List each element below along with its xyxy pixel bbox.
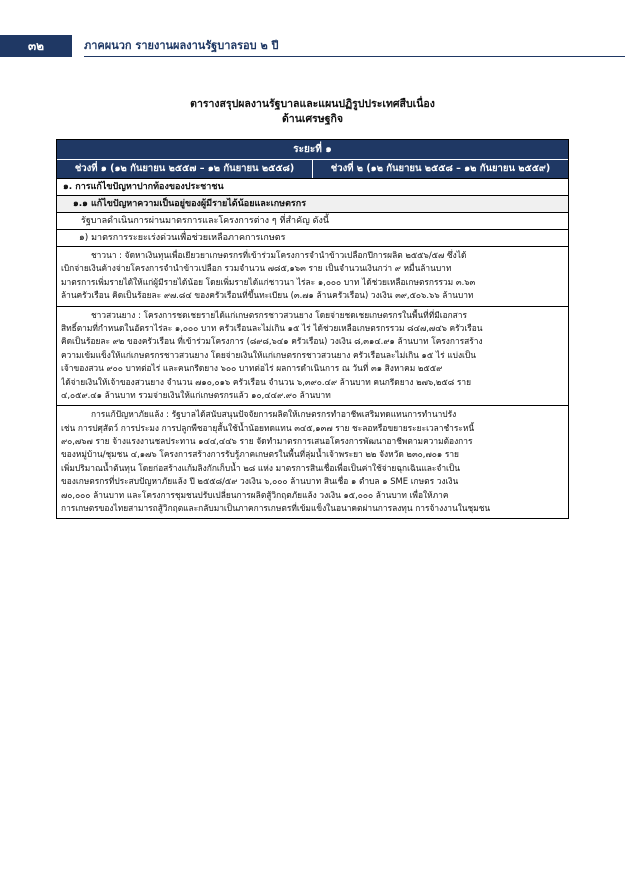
paragraph-line: ชาวนา : จัดหาเงินทุนเพื่อเยียวยาเกษตรกรที่เข้าร่วมโครงการจำนำข้าวเปลือกปีการผลิต ๒๕๕๖/๕๗ ซึ่งได้ bbox=[91, 250, 467, 260]
paragraph-line: เบิกจ่ายเงินค้างจ่ายโครงการจำนำข้าวเปลือก รวมจำนวน ๗๘๕,๑๖๓ ราย เป็นจำนวนเงินกว่า ๙ หมื่นล้านบาท bbox=[61, 263, 452, 274]
paragraph-line: ความเข้มแข็งให้แก่เกษตรกรชาวสวนยาง โดยจ่ายเงินให้แก่เกษตรกรชาวสวนยาง ครัวเรือนละไม่เกิน ๑๕ ไร่ แบ่งเป็น bbox=[61, 349, 476, 360]
paragraph-line: ๔,๐๕๙.๔๑ ล้านบาท รวมจ่ายเงินให้แก่เกษตรกรแล้ว ๑๐,๔๔๙.๙๐ ล้านบาท bbox=[61, 389, 331, 400]
page-header bbox=[0, 35, 625, 57]
period2-header: ช่วงที่ ๒ (๑๒ กันยายน ๒๕๕๘ – ๑๒ กันยายน ๒๕๕๙) bbox=[330, 163, 551, 174]
paragraph-rubber-farmers bbox=[57, 307, 568, 407]
paragraph-line: ได้จ่ายเงินให้เจ้าของสวนยาง จำนวน ๗๑๐,๐๑๖ ครัวเรือน จำนวน ๖,๓๙๐.๔๙ ล้านบาท คนกรีดยาง ๒๗๖,๒๕๘ ราย bbox=[61, 376, 471, 387]
document-title bbox=[0, 97, 625, 127]
paragraph-line: สิทธิ์ตามที่กำหนดในอัตราไร่ละ ๑,๐๐๐ บาท ครัวเรือนละไม่เกิน ๑๕ ไร่ ได้ช่วยเหลือเกษตรกรรวม ๘๔๗,๗๔๖ ครัวเรือน bbox=[61, 322, 483, 333]
page-number-badge: ๓๒ bbox=[0, 35, 72, 57]
summary-table bbox=[56, 139, 569, 519]
paragraph-drought bbox=[57, 406, 568, 518]
paragraph-line: ๗๐,๐๐๐ ล้านบาท และโครงการชุมชนปรับเปลี่ยนการผลิตสู้วิกฤตภัยแล้ง วงเงิน ๑๕,๐๐๐ ล้านบาท เพื่อให้ภาค bbox=[61, 489, 449, 500]
paragraph-line: เช่น การปศุสัตว์ การประมง การปลูกพืชอายุสั้นใช้น้ำน้อยทดแทน ๓๔๕,๑๓๗ ราย ชะลอหรือขยายระยะเวลาชำระหนี้ bbox=[61, 422, 475, 433]
period1-header: ช่วงที่ ๑ (๑๒ กันยายน ๒๕๕๗ – ๑๒ กันยายน ๒๕๕๘) bbox=[57, 160, 313, 178]
document-title-line2: ด้านเศรษฐกิจ bbox=[281, 113, 343, 125]
paragraph-line: ล้านครัวเรือน คิดเป็นร้อยละ ๙๗.๘๔ ของครัวเรือนที่ขึ้นทะเบียน (๓.๗๑ ล้านครัวเรือน) วงเงิน ๓๙,๕๐๖.๖๖ ล้านบาท bbox=[61, 290, 474, 301]
paragraph-line: ของหมู่บ้าน/ชุมชน ๔,๑๗๖ โครงการสร้างการรับรู้ภาคเกษตรในพื้นที่ลุ่มน้ำเจ้าพระยา ๒๒ จังหวัด ๒๓๐,๗๐๑ ราย bbox=[61, 449, 459, 460]
paragraph-line: ของเกษตรกรที่ประสบปัญหาภัยแล้ง ปี ๒๕๕๘/๕๙ วงเงิน ๖,๐๐๐ ล้านบาท สินเชื่อ ๑ ตำบล ๑ SME เกษตร วงเงิน bbox=[61, 476, 459, 487]
header-title: ภาคผนวก รายงานผลงานรัฐบาลรอบ ๒ ปี bbox=[84, 35, 625, 57]
period-header-row bbox=[57, 160, 568, 179]
phase-header: ระยะที่ ๑ bbox=[57, 140, 568, 160]
paragraph-line: เพิ่มปริมาณน้ำต้นทุน โดยก่อสร้างแก้มลิงกักเก็บน้ำ ๒๘ แห่ง มาตรการสินเชื่อเพื่อเป็นค่าใช้จ่ายฉุกเฉินและจำเป็น bbox=[61, 462, 460, 473]
paragraph-rice-farmers bbox=[57, 247, 568, 307]
paragraph-line: เจ้าของสวน ๙๐๐ บาทต่อไร่ และคนกรีดยาง ๖๐๐ บาทต่อไร่ ผลการดำเนินการ ณ วันที่ ๓๑ สิงหาคม ๒๕๕๙ bbox=[61, 363, 443, 374]
section-heading: ๑. การแก้ไขปัญหาปากท้องของประชาชน bbox=[57, 179, 568, 196]
document-title-line1: ตารางสรุปผลงานรัฐบาลและแผนปฏิรูปประเทศสืบเนื่อง bbox=[190, 98, 435, 110]
paragraph-line: ๙๐,๗๖๗ ราย จ้างแรงงานชลประทาน ๑๔๔,๔๔๖ ราย จัดทำมาตรการเสนอโครงการพัฒนาอาชีพตามความต้องการ bbox=[61, 436, 473, 447]
paragraph-line: ชาวสวนยาง : โครงการชดเชยรายได้แก่เกษตรกรชาวสวนยาง โดยจ่ายชดเชยเกษตรกรในพื้นที่ที่มีเอกสาร bbox=[91, 309, 467, 320]
subsection-heading: ๑.๑ แก้ไขปัญหาความเป็นอยู่ของผู้มีรายได้น้อยและเกษตรกร bbox=[57, 196, 568, 213]
paragraph-line: มาตรการเพิ่มรายได้ให้แก่ผู้มีรายได้น้อย โดยเพิ่มรายได้แก่ชาวนา ไร่ละ ๑,๐๐๐ บาท ได้ช่วยเหลือเกษตรกรรวม ๓.๖๓ bbox=[61, 276, 476, 287]
intro-text: รัฐบาลดำเนินการผ่านมาตรการและโครงการต่าง ๆ ที่สำคัญ ดังนี้ bbox=[57, 213, 568, 230]
measure-heading: ๑) มาตรการระยะเร่งด่วนเพื่อช่วยเหลือภาคการเกษตร bbox=[57, 230, 568, 247]
paragraph-line: การเกษตรของไทยสามารถสู้วิกฤตและกลับมาเป็นภาคการเกษตรที่เข้มแข็งในอนาคตผ่านการลงทุน การจ้างงานในชุมชน bbox=[61, 503, 491, 514]
paragraph-line: การแก้ปัญหาภัยแล้ง : รัฐบาลได้สนับสนุนปัจจัยการผลิตให้เกษตรกรทำอาชีพเสริมทดแทนการทำนาปรัง bbox=[91, 409, 457, 420]
paragraph-line: คิดเป็นร้อยละ ๙๒ ของครัวเรือน ที่เข้าร่วมโครงการ (๘๙๘,๖๔๑ ครัวเรือน) วงเงิน ๘,๓๑๔.๙๑ ล้านบาท โครงการสร้าง bbox=[61, 336, 483, 347]
